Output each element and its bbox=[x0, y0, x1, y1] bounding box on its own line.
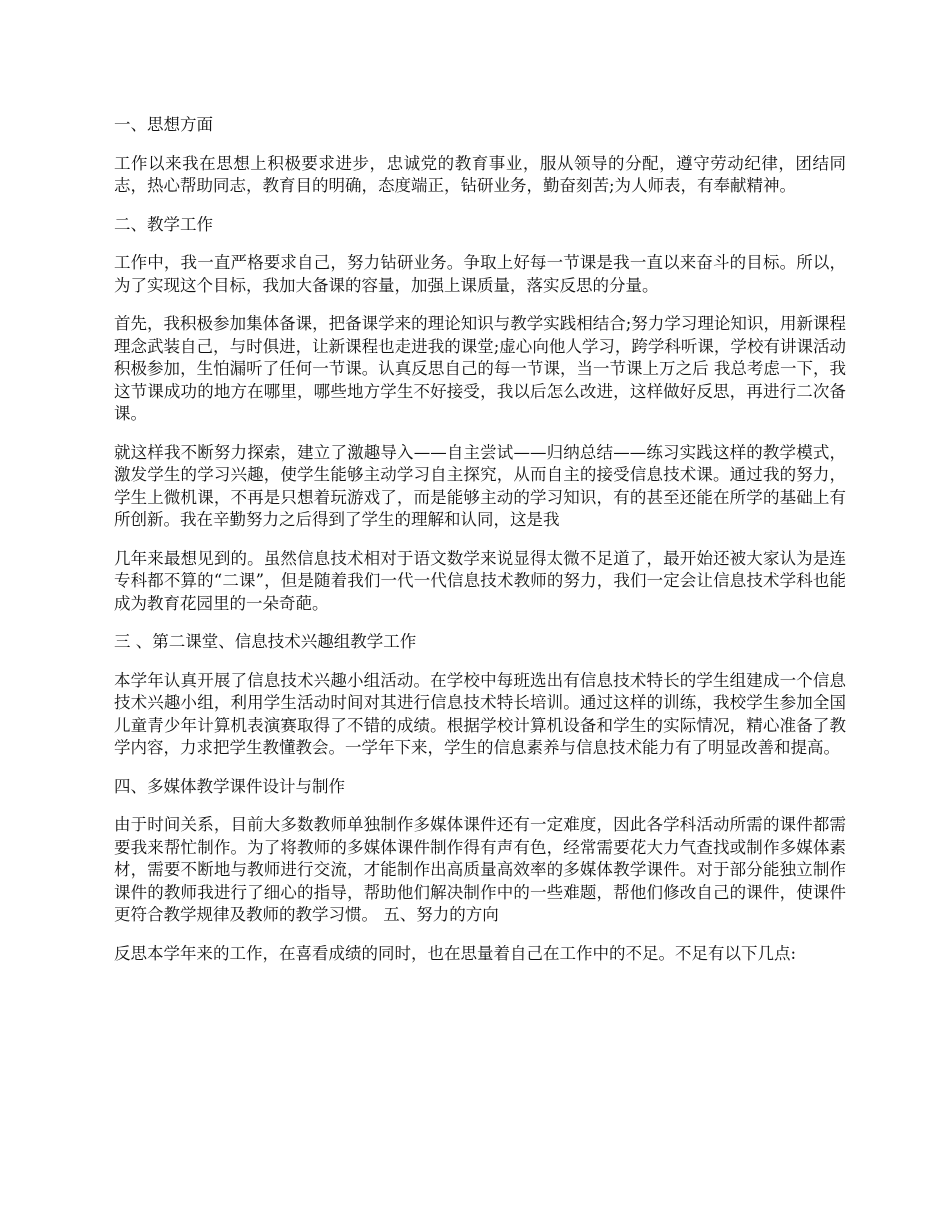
paragraph-multimedia: 由于时间关系，目前大多数教师单独制作多媒体课件还有一定难度，因此各学科活动所需的课件都需要我来帮忙制作。为了将教师的多媒体课件制作得有声有色，经常需要花大力气查找或制作多媒体素材，需要不断地与教师进行交流，才能制作出高质量高效率的多媒体教学课件。对于部分能独立制作课件的教师我进行了细心的指导，帮助他们解决制作中的一些难题，帮他们修改自己的课件，使课件更符合教学规律及教师的教学习惯。 五、努力的方向 bbox=[114, 815, 846, 924]
paragraph-ideology: 工作以来我在思想上积极要求进步，忠诚党的教育事业，服从领导的分配，遵守劳动纪律，团结同志，热心帮助同志，教育目的明确，态度端正，钻研业务，勤奋刻苦;为人师表，有奉献精神。 bbox=[114, 153, 846, 195]
paragraph-teaching-4: 几年来最想见到的。虽然信息技术相对于语文数学来说显得太微不足道了，最开始还被大家认为是连专科都不算的“二课”，但是随着我们一代一代信息技术教师的努力，我们一定会让信息技术学科也能成为教育花园里的一朵奇葩。 bbox=[114, 548, 846, 613]
section-heading-teaching: 二、教学工作 bbox=[114, 214, 213, 234]
document-body bbox=[114, 114, 846, 981]
paragraph-teaching-3: 就这样我不断努力探索，建立了激趣导入——自主尝试——归纳总结——练习实践这样的教学模式，激发学生的学习兴趣，使学生能够主动学习自主探究，从而自主的接受信息技术课。通过我的努力，学生上微机课，不再是只想着玩游戏了，而是能够主动的学习知识，有的甚至还能在所学的基础上有所创新。我在辛勤努力之后得到了学生的理解和认同，这是我 bbox=[114, 442, 846, 529]
section-heading-multimedia: 四、多媒体教学课件设计与制作 bbox=[114, 776, 345, 796]
section-heading-interest-group: 三 、第二课堂、信息技术兴趣组教学工作 bbox=[114, 632, 417, 651]
section-heading-ideology: 一、思想方面 bbox=[114, 115, 213, 134]
paragraph-teaching-2: 首先，我积极参加集体备课，把备课学来的理论知识与教学实践相结合;努力学习理论知识，用新课程理念武装自己，与时俱进，让新课程也走进我的课堂;虚心向他人学习，跨学科听课，学校有讲课活动积极参加，生怕漏听了任何一节课。认真反思自己的每一节课，当一节课上万之后 我总考虑一下，我这节课成功的地方在哪里，哪些地方学生不好接受，我以后怎么改进，这样做好反思，再进行二次备课。 bbox=[114, 314, 846, 423]
paragraph-interest-group: 本学年认真开展了信息技术兴趣小组活动。在学校中每班选出有信息技术特长的学生组建成一个信息技术兴趣小组，利用学生活动时间对其进行信息技术特长培训。通过这样的训练，我校学生参加全国儿童青少年计算机表演赛取得了不错的成绩。根据学校计算机设备和学生的实际情况，精心准备了教学内容，力求把学生教懂教会。一学年下来，学生的信息素养与信息技术能力有了明显改善和提高。 bbox=[114, 670, 846, 757]
paragraph-reflection: 反思本学年来的工作，在喜看成绩的同时，也在思量着自己在工作中的不足。不足有以下几点: bbox=[114, 943, 797, 963]
paragraph-teaching-1: 工作中，我一直严格要求自己，努力钻研业务。争取上好每一节课是我一直以来奋斗的目标。所以，为了实现这个目标，我加大备课的容量，加强上课质量，落实反思的分量。 bbox=[114, 253, 846, 295]
